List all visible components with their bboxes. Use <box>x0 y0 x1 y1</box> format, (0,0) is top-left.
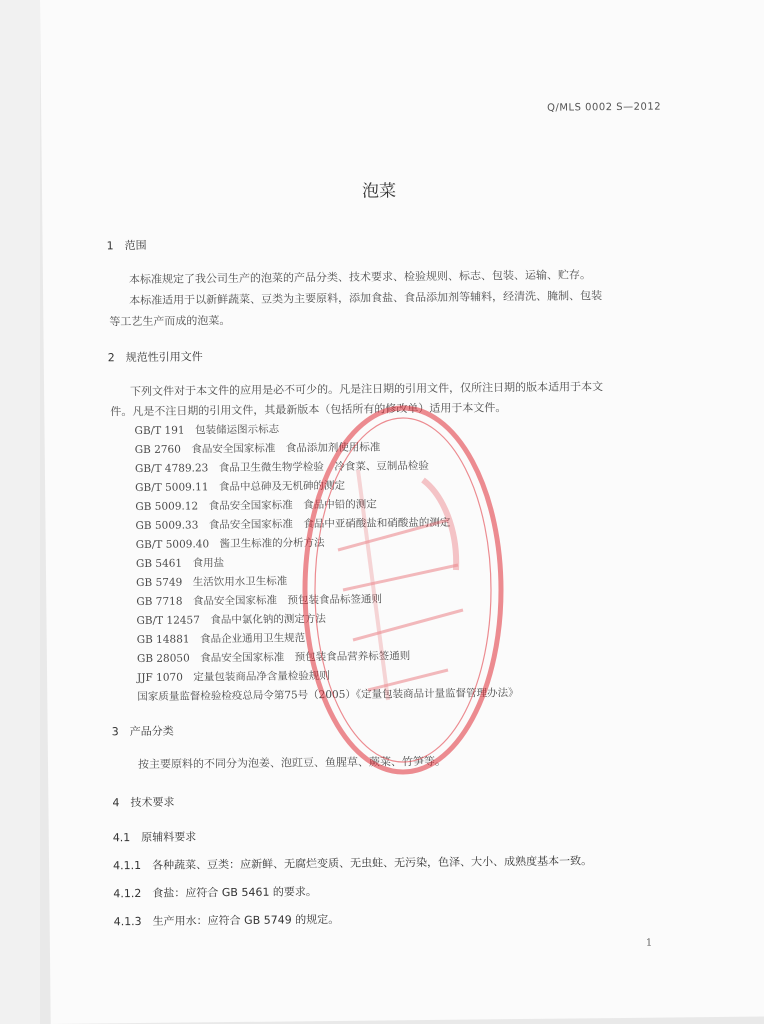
normative-intro-line-1: 下列文件对于本文件的应用是必不可少的。凡是注日期的引用文件，仅所注日期的版本适用于本文 <box>130 380 604 399</box>
reference-item: GB 7718 食品安全国家标准 预包装食品标签通则 <box>136 593 383 609</box>
scan-margin <box>0 0 40 1024</box>
classification-text: 按主要原料的不同分为泡姜、泡豇豆、鱼腥草、蕨菜、竹笋等。 <box>137 754 447 772</box>
reference-item: GB 28050 食品安全国家标准 预包装食品营养标签通则 <box>136 650 411 666</box>
subsection-4-1-heading: 4.1 原辅料要求 <box>112 830 197 845</box>
scope-paragraph-1: 本标准规定了我公司生产的泡菜的产品分类、技术要求、检验规则、标志、包装、运输、贮存。 <box>128 268 591 287</box>
reference-item: GB 5009.33 食品安全国家标准 食品中亚硝酸盐和硝酸盐的测定 <box>135 516 451 533</box>
requirement-item: 4.1.1 各种蔬菜、豆类：应新鲜、无腐烂变质、无虫蛀、无污染，色泽、大小、成熟度基本一致。 <box>113 854 593 873</box>
scope-paragraph-2-line-1: 本标准适用于以新鲜蔬菜、豆类为主要原料，添加食盐、食品添加剂等辅料，经清洗、腌制、包装 <box>129 289 603 308</box>
reference-item: GB/T 191 包装储运图示标志 <box>134 423 280 438</box>
reference-item: GB/T 5009.40 酱卫生标准的分析方法 <box>135 537 325 552</box>
reference-item: GB 2760 食品安全国家标准 食品添加剂使用标准 <box>134 441 381 457</box>
page-title: 泡菜 <box>361 181 397 202</box>
section-3-heading: 3 产品分类 <box>111 724 174 739</box>
section-2-heading: 2 规范性引用文件 <box>107 350 203 365</box>
section-4-heading: 4 技术要求 <box>112 795 175 810</box>
section-1-heading: 1 范围 <box>106 238 147 253</box>
page-number: 1 <box>645 937 653 949</box>
reference-item: GB 5749 生活饮用水卫生标准 <box>136 575 288 590</box>
document-number: Q/MLS 0002 S—2012 <box>547 101 662 114</box>
reference-item: GB/T 12457 食品中氯化钠的测定方法 <box>136 613 326 628</box>
scope-paragraph-2-line-2: 等工艺生产而成的泡菜。 <box>109 314 231 329</box>
reference-item: GB/T 5009.11 食品中总砷及无机砷的测定 <box>135 479 346 495</box>
normative-intro-line-2: 件。凡是不注日期的引用文件，其最新版本（包括所有的修改单）适用于本文件。 <box>110 401 507 419</box>
reference-item: GB 5461 食用盐 <box>135 557 225 571</box>
requirement-item: 4.1.2 食盐：应符合 GB 5461 的要求。 <box>113 885 317 901</box>
reference-item: JJF 1070 定量包装商品净含量检验规则 <box>137 670 330 685</box>
reference-item: GB 14881 食品企业通用卫生规范 <box>136 632 306 647</box>
requirement-item: 4.1.3 生产用水：应符合 GB 5749 的规定。 <box>113 912 340 929</box>
reference-item: GB/T 4789.23 食品卫生微生物学检验 冷食菜、豆制品检验 <box>134 459 429 476</box>
red-company-seal <box>298 400 508 780</box>
reference-item: GB 5009.12 食品安全国家标准 食品中铅的测定 <box>135 498 377 514</box>
reference-item: 国家质量监督检验检疫总局令第75号（2005）《定量包装商品计量监督管理办法》 <box>137 687 519 704</box>
